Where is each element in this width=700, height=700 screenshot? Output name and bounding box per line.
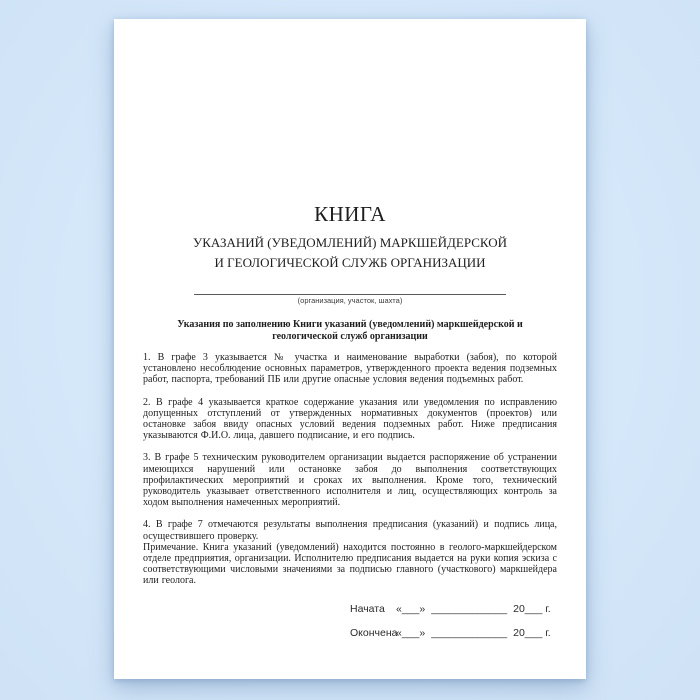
document-subtitle-line1: УКАЗАНИЙ (УВЕДОМЛЕНИЙ) МАРКШЕЙДЕРСКОЙ <box>193 235 507 250</box>
instruction-paragraph-3: 3. В графе 5 техническим руководителем организации выдается распоряжение об устранении имеющихся нарушений или остановке забоя до выполнения соответствующих профилактических мероприятий и сроках их выполнения. Кроме того, технический руководитель указывает ответственного исполнителя и лиц, осуществляющих контроль за ходом выполнения намеченных мероприятий. <box>143 452 557 509</box>
instructions-body <box>143 352 557 587</box>
instruction-paragraph-4: 4. В графе 7 отмечаются результаты выполнения предписания (указаний) и подпись лица, осуществившего проверку. <box>143 519 557 542</box>
document-page <box>114 19 586 679</box>
date-started-label: Начата <box>350 602 385 615</box>
document-subtitle-line2: И ГЕОЛОГИЧЕСКОЙ СЛУЖБ ОРГАНИЗАЦИИ <box>214 255 486 270</box>
document-subtitle <box>143 233 557 273</box>
organization-block <box>143 293 557 305</box>
organization-fill-line <box>194 293 506 295</box>
organization-caption: (организация, участок, шахта) <box>297 296 403 305</box>
note-paragraph: Примечание. Книга указаний (уведомлений) находится постоянно в геолого-маркшейдерском отделе предприятия, организации. Исполнителю предписания выдается на руки копия эскиза с соответствующими числовыми значениями за подписью главного (участкового) маркшейдера или геолога. <box>143 541 557 587</box>
date-started-day-blank: «___» <box>396 602 426 615</box>
dates-block <box>350 603 557 639</box>
date-started-year-blank: 20___ г. <box>513 602 551 615</box>
date-started-month-blank: _____________ <box>431 602 508 615</box>
instruction-paragraph-2: 2. В графе 4 указывается краткое содержание указания или уведомления по исправлению допущенных отступлений от утвержденных нормативных документов (проектов) или остановке забоя ввиду опасных условий ведения подземных работ. Ниже предписания указываются Ф.И.О. лица, давшего подписание, и его подпись. <box>143 396 557 442</box>
date-finished-day-blank: «___» <box>396 626 426 639</box>
instructions-heading: Указания по заполнению Книги указаний (уведомлений) маркшейдерской и геологической служб организации <box>177 319 523 342</box>
date-started-row <box>350 603 557 615</box>
date-finished-month-blank: _____________ <box>431 626 508 639</box>
document-title: КНИГА <box>314 202 386 226</box>
date-finished-row <box>350 627 557 639</box>
instruction-paragraph-1: 1. В графе 3 указывается № участка и наименование выработки (забоя), по которой установлено несоблюдение основных параметров, утвержденного проекта ведения подземных работ, паспорта, требований ПБ или другие опасные условия ведения подъемных работ. <box>143 352 557 386</box>
date-finished-year-blank: 20___ г. <box>513 626 551 639</box>
date-finished-label: Окончена <box>350 626 398 639</box>
